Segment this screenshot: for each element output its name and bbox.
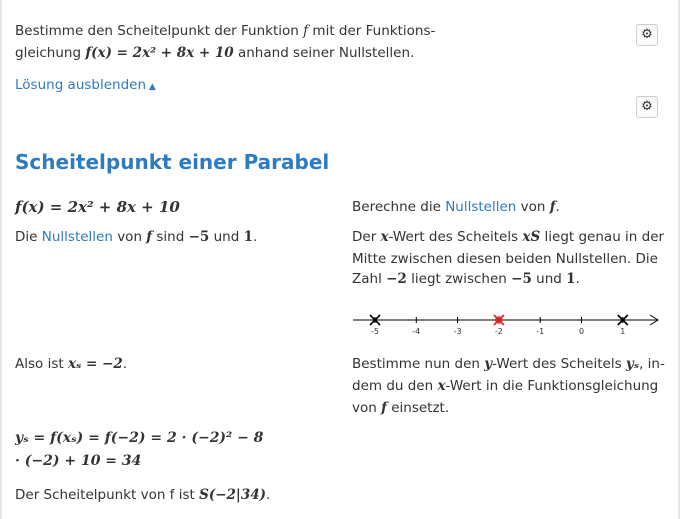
hide-solution-link[interactable]: Lösung ausblenden ▲ — [15, 77, 156, 93]
number-line — [345, 306, 670, 338]
explanation-line-1: Der x-Wert des Scheitels xS liegt genau in der — [352, 229, 665, 245]
xs-result: Also ist xₛ = −2. — [15, 356, 128, 372]
ys-calculation-line-2: · (−2) + 10 = 34 — [15, 453, 142, 469]
number-line-tick-label: 1 — [620, 327, 626, 336]
instruction-1: Berechne die Nullstellen von f. — [352, 199, 560, 215]
instruction-2-line-1: Bestimme nun den y-Wert des Scheitels yₛ, in- — [352, 356, 665, 372]
gear-icon-solution[interactable]: ⚙ — [636, 96, 658, 118]
number-line-tick-label: -3 — [453, 327, 462, 336]
left-border — [0, 0, 2, 519]
explanation-line-3: Zahl −2 liegt zwischen −5 und 1. — [352, 271, 580, 287]
number-line-tick-label: -1 — [536, 327, 545, 336]
ys-calculation-line-1: yₛ = f(xₛ) = f(−2) = 2 · (−2)² − 8 — [15, 430, 264, 446]
gear-icon[interactable]: ⚙ — [636, 24, 658, 46]
section-heading: Scheitelpunkt einer Parabel — [15, 150, 330, 174]
number-line-tick-label: 0 — [578, 327, 585, 336]
vertex-result: Der Scheitelpunkt von f ist S(−2|34). — [15, 487, 271, 503]
instruction-2-line-3: von f einsetzt. — [352, 400, 450, 416]
zeros-statement: Die Nullstellen von f sind −5 und 1. — [15, 229, 258, 245]
function-formula: f(x) = 2x² + 8x + 10 — [15, 198, 180, 216]
number-line-tick-label: -2 — [494, 327, 503, 336]
task-line-2: gleichung f(x) = 2x² + 8x + 10 anhand seiner Nullstellen. — [15, 45, 415, 61]
number-line-tick-label: -4 — [412, 327, 421, 336]
explanation-line-2: Mitte zwischen diesen beiden Nullstellen. Die — [352, 251, 658, 267]
instruction-2-line-2: dem du den x-Wert in die Funktionsgleichung — [352, 378, 659, 394]
task-line-1: Bestimme den Scheitelpunkt der Funktion f mit der Funktions- — [15, 23, 436, 39]
number-line-tick-label: -5 — [371, 327, 379, 336]
